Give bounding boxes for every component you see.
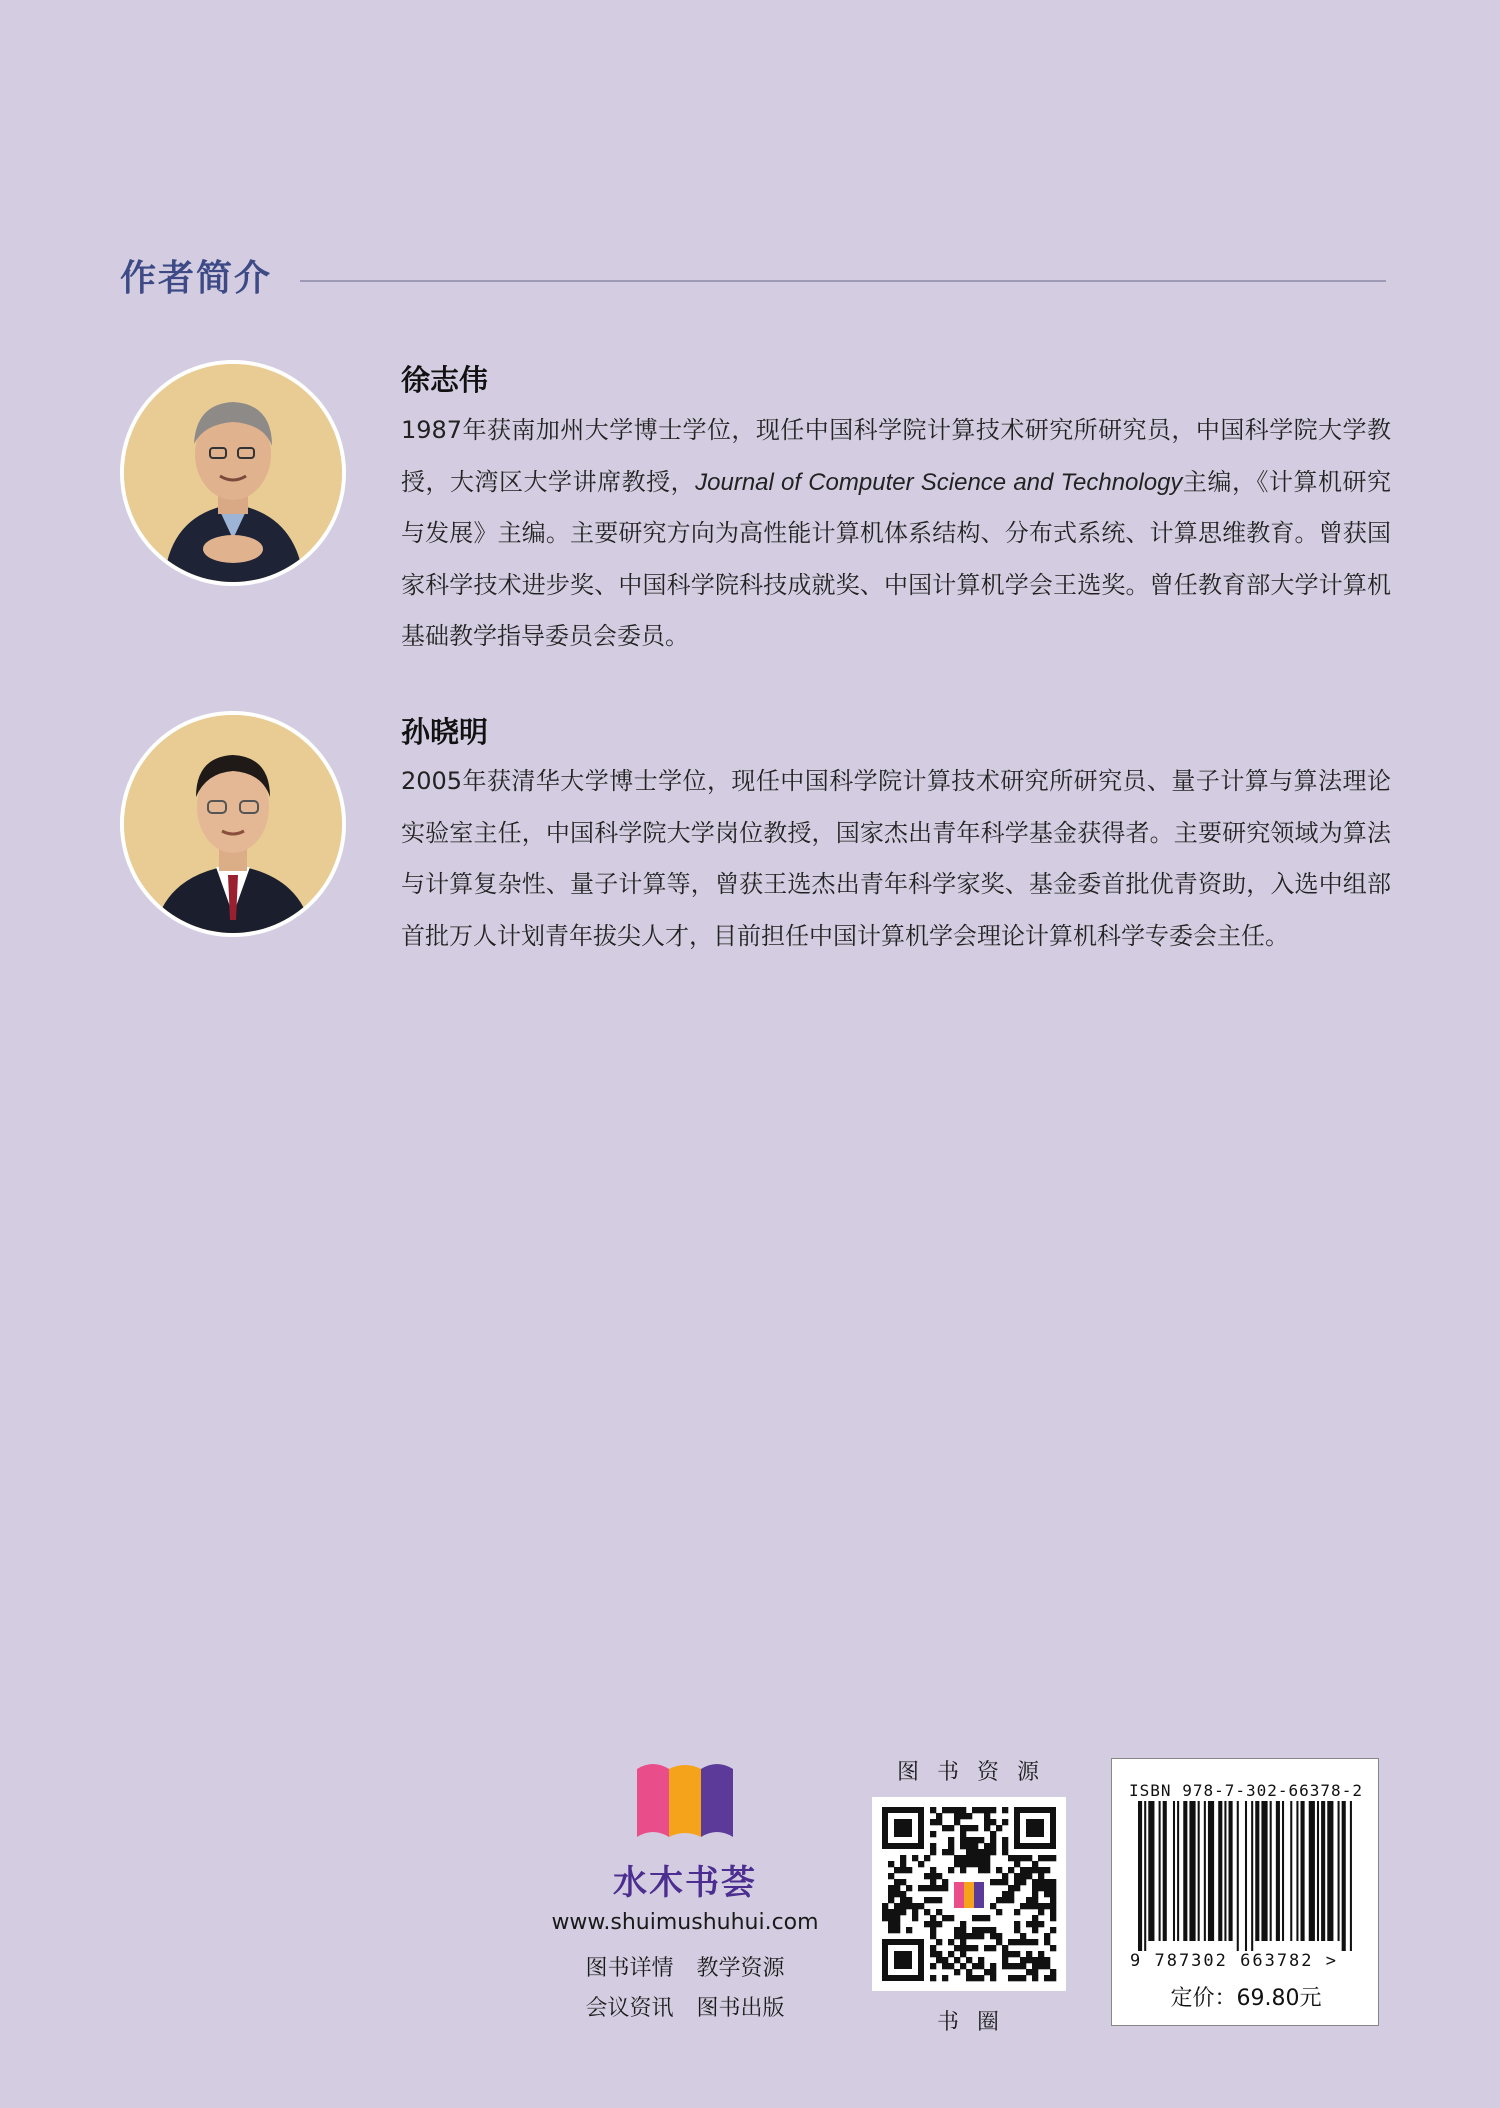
isbn-text: ISBN 978-7-302-66378-2: [1129, 1781, 1363, 1800]
link-teaching-resources[interactable]: 教学资源: [696, 1956, 785, 1981]
qr-code-icon: [872, 1797, 1066, 1991]
price: 定价：69.80元: [1170, 1986, 1322, 2011]
section-title: 作者简介: [120, 258, 273, 299]
qr-code[interactable]: [872, 1797, 1066, 1991]
section-divider: [300, 280, 1386, 282]
barcode-digits: 9 787302 663782 >: [1130, 1951, 1338, 1971]
author-bio-xu-part2: 主编，《计算机研究与发展》主编。主要研究方向为高性能计算机体系结构、分布式系统、计算思维教育。曾获国家科学技术进步奖、中国科学院科技成就奖、中国计算机学会王选奖。曾任教育部大学计算机基础教学指导委员会委员。: [401, 467, 1392, 650]
publisher-links-row1: [540, 1951, 830, 1982]
author-name-sun: 孙晓明: [401, 715, 489, 749]
author-bio-xu: [401, 405, 1391, 663]
publisher-links-row2: [540, 1991, 830, 2022]
author-photo-xu: [120, 360, 346, 586]
publisher-url[interactable]: www.shuimushuhui.com: [551, 1910, 819, 1935]
barcode-icon: [1138, 1801, 1354, 1951]
portrait-man-glasses-icon: [124, 715, 342, 933]
portrait-older-man-icon: [124, 364, 342, 582]
link-book-details[interactable]: 图书详情: [585, 1956, 674, 1981]
journal-title: Journal of Computer Science and Technology: [695, 468, 1183, 496]
publisher-name: 水木书荟: [613, 1863, 757, 1903]
open-book-logo-icon: [635, 1757, 735, 1843]
qr-bottom-label: 书圈: [936, 2010, 1017, 2035]
author-bio-sun: 2005年获清华大学博士学位，现任中国科学院计算技术研究所研究员、量子计算与算法理论实验室主任，中国科学院大学岗位教授，国家杰出青年科学基金获得者。主要研究领域为算法与计算复杂性、量子计算等，曾获王选杰出青年科学家奖、基金委首批优青资助，入选中组部首批万人计划青年拔尖人才，目前担任中国计算机学会理论计算机科学专委会主任。: [401, 767, 1391, 950]
qr-top-label: 图书资源: [896, 1760, 1057, 1785]
author-photo-sun: [120, 711, 346, 937]
link-conference-news[interactable]: 会议资讯: [585, 1996, 674, 2021]
link-book-publishing[interactable]: 图书出版: [696, 1996, 785, 2021]
isbn-barcode-block: [1111, 1758, 1379, 2026]
author-name-xu: 徐志伟: [401, 363, 489, 397]
author-bio-xu-part1: 1987年获南加州大学博士学位，现任中国科学院计算技术研究所研究员，中国科学院大学教授，大湾区大学讲席教授，: [401, 416, 1391, 496]
section-header: [120, 250, 1386, 310]
